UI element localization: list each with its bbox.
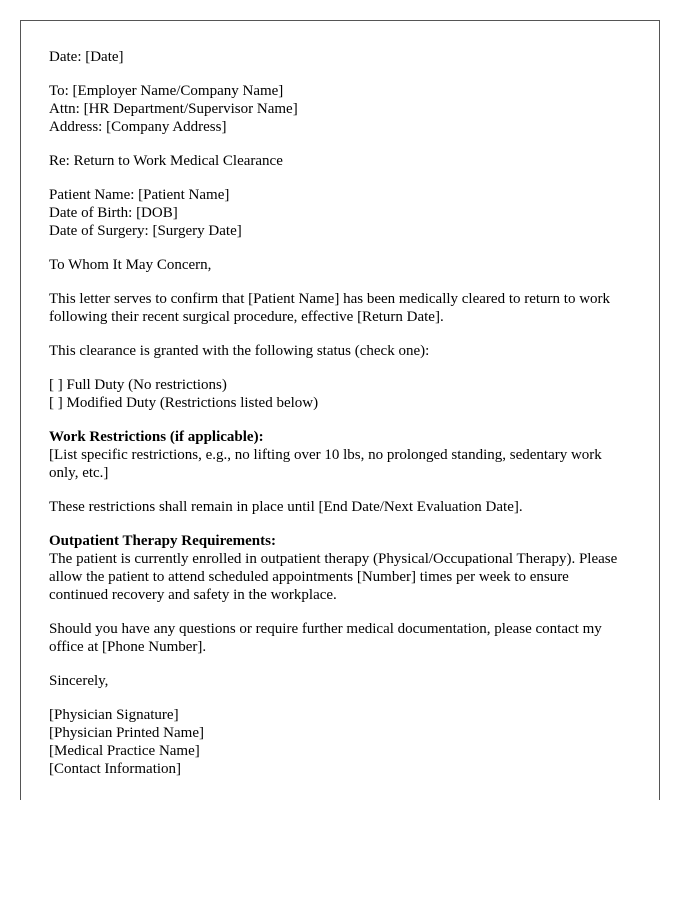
recipient-to: To: [Employer Name/Company Name] <box>49 83 284 99</box>
status-options <box>49 376 629 412</box>
patient-info-block <box>49 186 629 240</box>
status-prompt-block <box>49 342 629 360</box>
salutation-block <box>49 256 629 274</box>
status-prompt: This clearance is granted with the following status (check one): <box>49 343 430 359</box>
therapy-section <box>49 532 629 604</box>
date-line: Date: [Date] <box>49 49 124 65</box>
signature-block <box>49 706 629 778</box>
contact-text: Should you have any questions or require further medical documentation, please contact my office at [Phone Number]. <box>49 621 602 655</box>
contact-information: [Contact Information] <box>49 761 182 777</box>
recipient-attn: Attn: [HR Department/Supervisor Name] <box>49 101 298 117</box>
physician-signature: [Physician Signature] <box>49 707 179 723</box>
therapy-text: The patient is currently enrolled in outpatient therapy (Physical/Occupational Therapy). Please allow the patient to attend scheduled appointments [Number] times per week to ensure continued recovery and safety in the workplace. <box>49 551 618 603</box>
option-modified-duty: [ ] Modified Duty (Restrictions listed below) <box>49 395 319 411</box>
patient-surgery-date: Date of Surgery: [Surgery Date] <box>49 223 242 239</box>
restrictions-duration-block <box>49 498 629 516</box>
recipient-address: Address: [Company Address] <box>49 119 227 135</box>
date-block <box>49 48 629 66</box>
intro-text: This letter serves to confirm that [Patient Name] has been medically cleared to return to work following their recent surgical procedure, effective [Return Date]. <box>49 291 611 325</box>
patient-name: Patient Name: [Patient Name] <box>49 187 230 203</box>
restrictions-text: [List specific restrictions, e.g., no lifting over 10 lbs, no prolonged standing, sedentary work only, etc.] <box>49 447 602 481</box>
physician-printed-name: [Physician Printed Name] <box>49 725 204 741</box>
restrictions-duration: These restrictions shall remain in place until [End Date/Next Evaluation Date]. <box>49 499 523 515</box>
option-full-duty: [ ] Full Duty (No restrictions) <box>49 377 227 393</box>
closing: Sincerely, <box>49 673 109 689</box>
closing-block <box>49 672 629 690</box>
salutation: To Whom It May Concern, <box>49 257 212 273</box>
subject-block <box>49 152 629 170</box>
restrictions-section <box>49 428 629 482</box>
subject-line: Re: Return to Work Medical Clearance <box>49 153 283 169</box>
restrictions-heading: Work Restrictions (if applicable): <box>49 429 264 445</box>
contact-paragraph <box>49 620 629 656</box>
letter-body <box>49 48 629 794</box>
recipient-block <box>49 82 629 136</box>
intro-paragraph <box>49 290 629 326</box>
medical-practice-name: [Medical Practice Name] <box>49 743 200 759</box>
therapy-heading: Outpatient Therapy Requirements: <box>49 533 276 549</box>
patient-dob: Date of Birth: [DOB] <box>49 205 178 221</box>
